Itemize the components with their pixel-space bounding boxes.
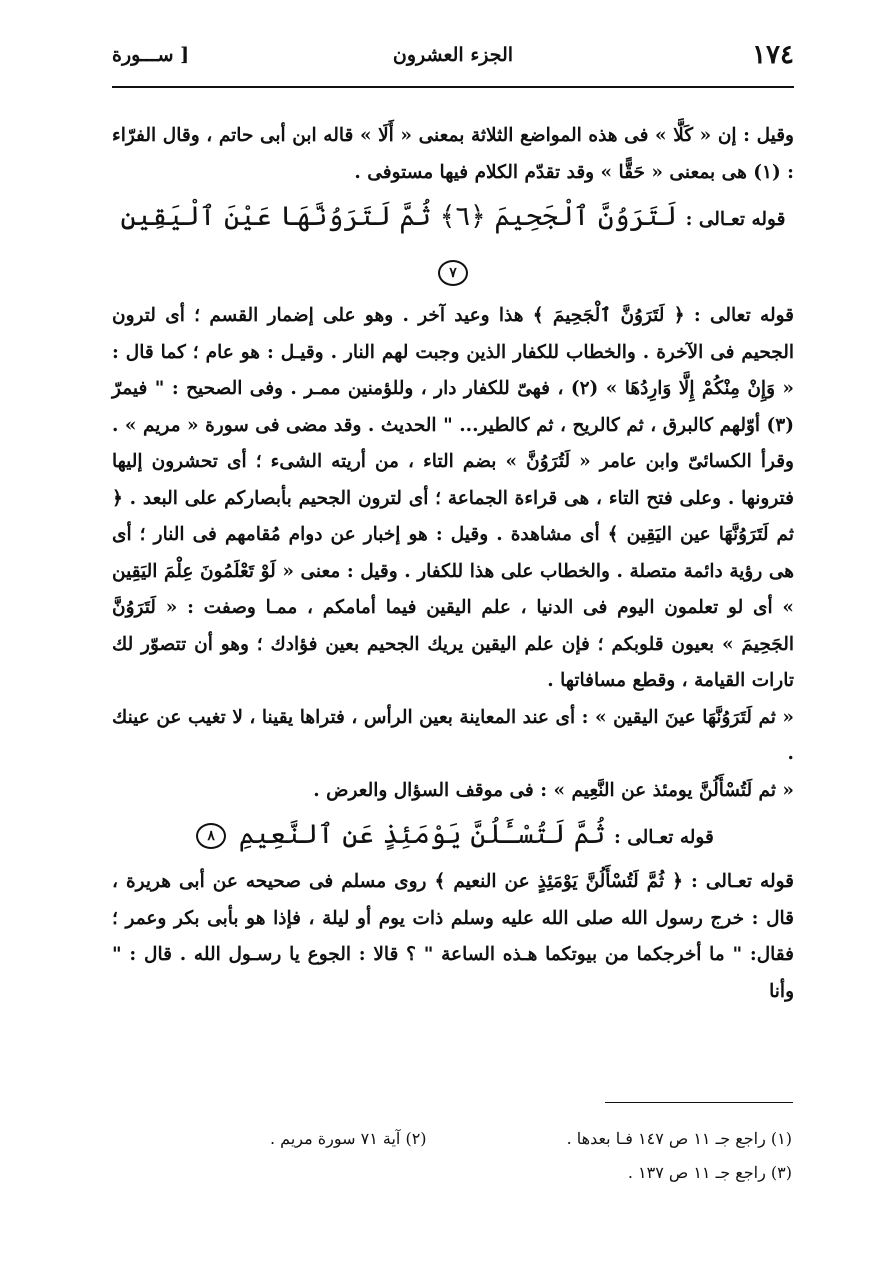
verse-heading-8 <box>112 809 794 864</box>
paragraph-intro: وقيل : إن « كَلَّا » فى هذه المواضع الثلاثة بمعنى « أَلَا » قاله ابن أبى حاتم ، وقال الفرّاء : (١) هى بمعنى « حَقًّا » وقد تقدّم الكلام فيها مستوفى . <box>112 125 794 183</box>
paragraph-ayn-yaqin: « ثم لَتَرَوُنَّهَا عينَ اليقين » : أى عند المعاينة بعين الرأس ، فتراها يقينا ، لا تغيب عن عينك . <box>112 706 794 764</box>
verse-lead: قوله تعـالى : <box>613 827 714 848</box>
main-text <box>112 118 794 1010</box>
part-title: الجزء العشرون <box>392 44 514 66</box>
verse-lead: قوله تعـالى : <box>685 209 786 230</box>
footnote-divider <box>605 1102 793 1103</box>
page-number: ١٧٤ <box>752 40 794 70</box>
verse-number-badge: ٨ <box>196 823 226 849</box>
verse-number-badge: ٧ <box>438 260 468 286</box>
verse-heading-7 <box>112 191 794 298</box>
paragraph-naim: « ثم لَتُسْأَلُنَّ يومئذ عن النَّعِيم » : فى موقف السؤال والعرض . <box>313 779 794 801</box>
verse-text: لَتَرَوُنَّ ٱلْجَحِيمَ ﴿٦﴾ ثُمَّ لَتَرَوُنَّهَا عَيْنَ ٱلْيَقِينِ <box>120 201 677 232</box>
footnote-row <box>270 1122 792 1156</box>
page-header <box>112 38 794 78</box>
paragraph-commentary-7: قوله تعالى : ﴿ لَتَرَوُنَّ ٱلْجَحِيمَ ﴾ هذا وعيد آخر . وهو على إضمار القسم ؛ أى لترون الجحيم فى الآخرة . والخطاب للكفار الذين وجبت لهم النار . وقيـل : هو عام ؛ كما قال : « وَإِنْ مِنْكُمْ إِلَّا وَارِدُهَا » (٢) ، فهىّ للكفار دار ، وللؤمنين ممـر . وفى الصحيح : " فيمرّ (٣) أوّلهم كالبرق ، ثم كالريح ، ثم كالطير... " الحديث . وقد مضى فى سورة « مريم » . وقرأ الكسائىّ وابن عامر « لَتُرَوُنَّ » بضم التاء ، من أريته الشىء ؛ أى تحشرون إليها فترونها . وعلى فتح التاء ، هى قراءة الجماعة ؛ أى لترون الجحيم بأبصاركم على البعد . ﴿ ثم لَتَرَوُنَّهَا عين اليَقِين ﴾ أى مشاهدة . وقيل : هو إخبار عن دوام مُقامهم فى النار ؛ أى هى رؤية دائمة متصلة . والخطاب على هذا للكفار . وقيل : معنى « لَوْ تَعْلَمُونَ عِلْمَ اليَقِين » أى لو تعلمون اليوم فى الدنيا ، علم اليقين فيما أمامكم ، ممـا وصفت : « لَتَرَوُنَّ الجَحِيمَ » بعيون قلوبكم ؛ فإن علم اليقين يريك الجحيم بعين فؤادك ؛ وهو أن تتصوّر لك تارات القيامة ، وقطع مسافاتها . <box>112 305 794 691</box>
header-divider <box>112 86 794 88</box>
verse-text: ثُمَّ لَتُسْـَٔلُنَّ يَوْمَئِذٍ عَنِ ٱلنَّعِيمِ <box>238 819 606 850</box>
footnotes <box>270 1122 792 1190</box>
footnote-1: (١) راجع جـ ١١ ص ١٤٧ فـا بعدها . <box>566 1129 792 1148</box>
footnote-2: (٢) آية ٧١ سورة مريم . <box>270 1129 427 1148</box>
footnote-3: (٣) راجع جـ ١١ ص ١٣٧ . <box>627 1163 792 1182</box>
footnote-row <box>270 1156 792 1190</box>
paragraph-commentary-8: قوله تعـالى : ﴿ ثُمَّ لَتُسْأَلُنَّ يَوْمَئِذٍ عن النعيم ﴾ روى مسلم فى صحيحه عن أبى هريرة ، قال : خرج رسول الله صلى الله عليه وسلم ذات يوم أو ليلة ، فإذا هو بأبى بكر وعمر ؛ فقال: " ما أخرجكما من بيوتكما هـذه الساعة " ؟ قالا : الجوع يا رسـول الله . قال : " وأنا <box>112 871 794 1002</box>
surah-label: [ ســـورة <box>112 44 190 66</box>
